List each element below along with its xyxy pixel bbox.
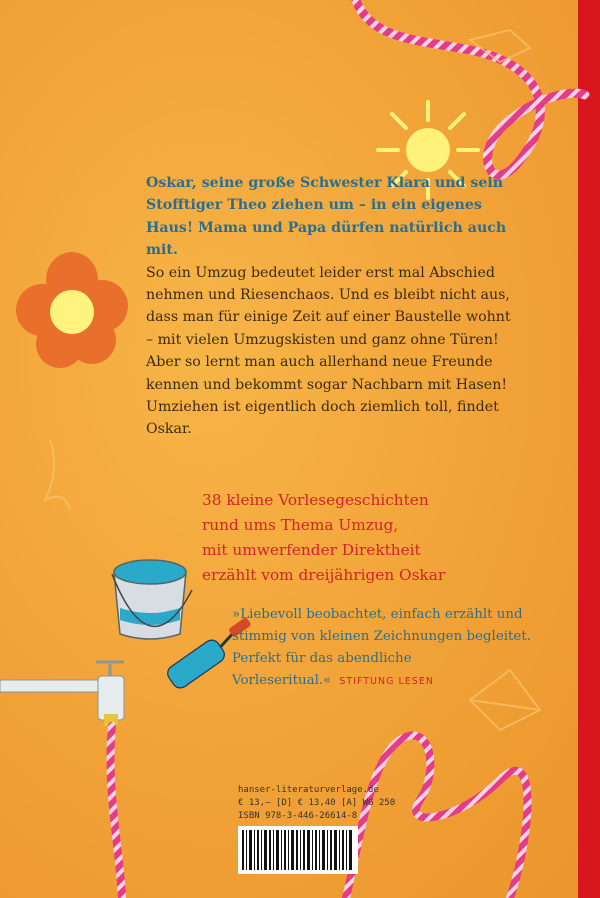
publisher-website: hanser-literaturverlage.de: [238, 785, 379, 795]
imprint: [238, 784, 395, 823]
price-line: € 13,– [D] € 13,40 [A] WG 250: [238, 798, 396, 808]
isbn-line: ISBN 978-3-446-26614-8: [238, 811, 358, 821]
review-quote: [232, 604, 532, 693]
garden-hose-icon: [111, 726, 122, 898]
tagline-line: 38 kleine Vorlesegeschichten: [202, 491, 429, 509]
review-text: »Liebevoll beobachtet, einfach erzählt und stimmig von kleinen Zeichnungen begleitet. Perfekt für das abendliche Vorleseritual.«: [232, 607, 531, 688]
barcode-bars: [238, 826, 358, 874]
tagline-line: mit umwerfender Direktheit: [202, 541, 421, 559]
paint-bucket-icon: [112, 560, 192, 639]
barcode: [238, 826, 358, 874]
scalloped-border: [578, 0, 600, 898]
review-source: STIFTUNG LESEN: [339, 676, 434, 687]
tagline-line: rund ums Thema Umzug,: [202, 516, 399, 534]
tagline: [202, 488, 502, 588]
blurb-body: So ein Umzug bedeutet leider erst mal Abschied nehmen und Riesenchaos. Und es bleibt nicht aus, dass man für einige Zeit auf einer Baustelle wohnt – mit vielen Umzugskisten und ganz ohne Türen! Aber so lernt man auch allerhand neue Freunde kennen und bekommt sogar Nachbarn mit Hasen! Umziehen ist eigentlich doch ziemlich toll, findet Oskar.: [146, 264, 511, 438]
water-tap-icon: [0, 662, 124, 726]
blurb-text: [146, 172, 516, 441]
flower-icon: [16, 252, 128, 368]
blurb-intro: Oskar, seine große Schwester Klara und sein Stofftiger Theo ziehen um – in ein eigenes Haus! Mama und Papa dürfen natürlich auch mit.: [146, 175, 507, 259]
tagline-line: erzählt vom dreijährigen Oskar: [202, 566, 446, 584]
